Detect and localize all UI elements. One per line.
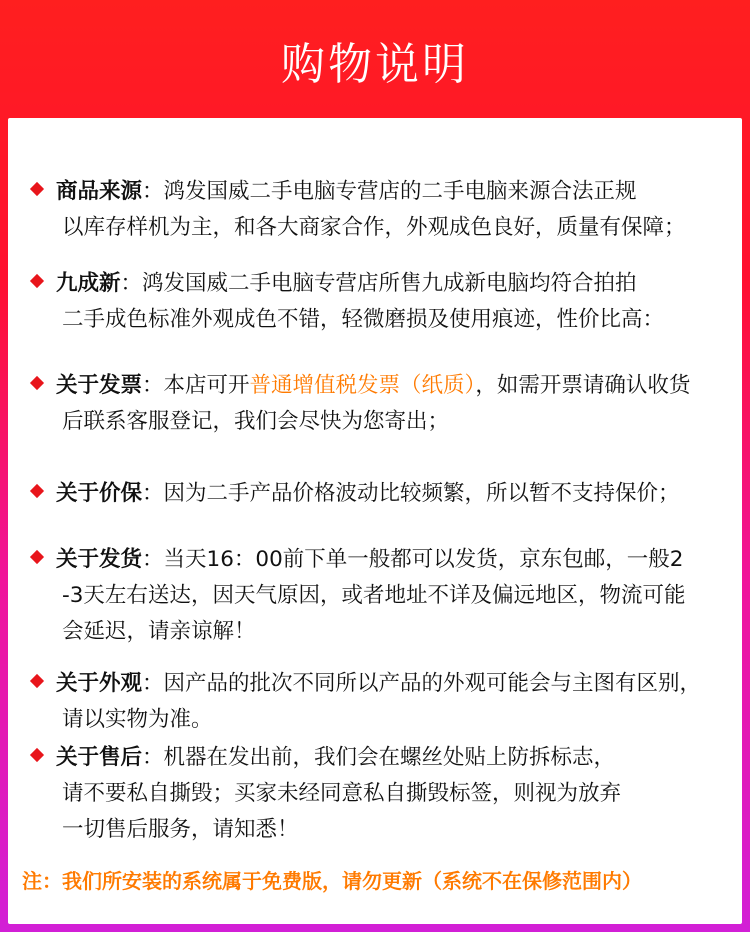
item-label: 九成新 — [56, 271, 121, 296]
invoice-highlight: 普通增值税发票（纸质） — [249, 373, 476, 398]
list-item-price-protection: 关于价保：因为二手产品价格波动比较频繁，所以暂不支持保价； — [26, 476, 732, 512]
item-text: 一切售后服务，请知悉！ — [62, 817, 299, 842]
item-label: 关于发票 — [56, 373, 143, 398]
list-item-source: 商品来源：鸿发国威二手电脑专营店的二手电脑来源合法正规 以库存样机为主，和各大商家合作，外观成色良好，质量有保障； — [26, 174, 732, 246]
page-title: 购物说明 — [281, 39, 469, 90]
system-notice: 注：我们所安装的系统属于免费版，请勿更新（系统不在保修范围内） — [22, 869, 642, 893]
item-text: ，如需开票请确认收货 — [475, 373, 691, 398]
item-text: 当天16：00前下单一般都可以发货，京东包邮，一般2 — [163, 547, 684, 572]
item-text: 以库存样机为主，和各大商家合作，外观成色良好，质量有保障； — [62, 215, 686, 240]
list-item-appearance: 关于外观：因产品的批次不同所以产品的外观可能会与主图有区别， 请以实物为准。 — [26, 666, 732, 738]
item-label: 关于外观 — [56, 671, 143, 696]
item-text: 后联系客服登记，我们会尽快为您寄出； — [62, 409, 450, 434]
list-item-after-sales: 关于售后：机器在发出前，我们会在螺丝处贴上防拆标志， 请不要私自撕毁；买家未经同意私自撕毁标签，则视为放弃 一切售后服务，请知悉！ — [26, 740, 732, 848]
item-text: 鸿发国威二手电脑专营店所售九成新电脑均符合拍拍 — [142, 271, 637, 296]
list-item-condition: 九成新：鸿发国威二手电脑专营店所售九成新电脑均符合拍拍 二手成色标准外观成色不错，轻微磨损及使用痕迹，性价比高： — [26, 266, 732, 338]
item-text: 因产品的批次不同所以产品的外观可能会与主图有区别， — [163, 671, 702, 696]
item-label: 关于售后 — [56, 745, 143, 770]
item-text: 鸿发国威二手电脑专营店的二手电脑来源合法正规 — [163, 179, 637, 204]
item-text: -3天左右送达，因天气原因，或者地址不详及偏远地区，物流可能 — [62, 583, 686, 608]
item-text: 请以实物为准。 — [62, 707, 213, 732]
item-text: 本店可开 — [163, 373, 250, 398]
item-text: 二手成色标准外观成色不错，轻微磨损及使用痕迹，性价比高： — [62, 307, 665, 332]
list-item-invoice: 关于发票：本店可开普通增值税发票（纸质），如需开票请确认收货 后联系客服登记，我们会尽快为您寄出； — [26, 368, 732, 440]
list-item-shipping: 关于发货：当天16：00前下单一般都可以发货，京东包邮，一般2 -3天左右送达，因天气原因，或者地址不详及偏远地区，物流可能 会延迟，请亲谅解！ — [26, 542, 732, 650]
item-text: 机器在发出前，我们会在螺丝处贴上防拆标志， — [163, 745, 616, 770]
item-label: 商品来源 — [56, 179, 143, 204]
item-text: 会延迟，请亲谅解！ — [62, 619, 256, 644]
info-card — [8, 118, 742, 924]
item-text: 因为二手产品价格波动比较频繁，所以暂不支持保价； — [163, 481, 680, 506]
item-label: 关于价保 — [56, 481, 143, 506]
item-label: 关于发货 — [56, 547, 143, 572]
item-text: 请不要私自撕毁；买家未经同意私自撕毁标签，则视为放弃 — [62, 781, 622, 806]
